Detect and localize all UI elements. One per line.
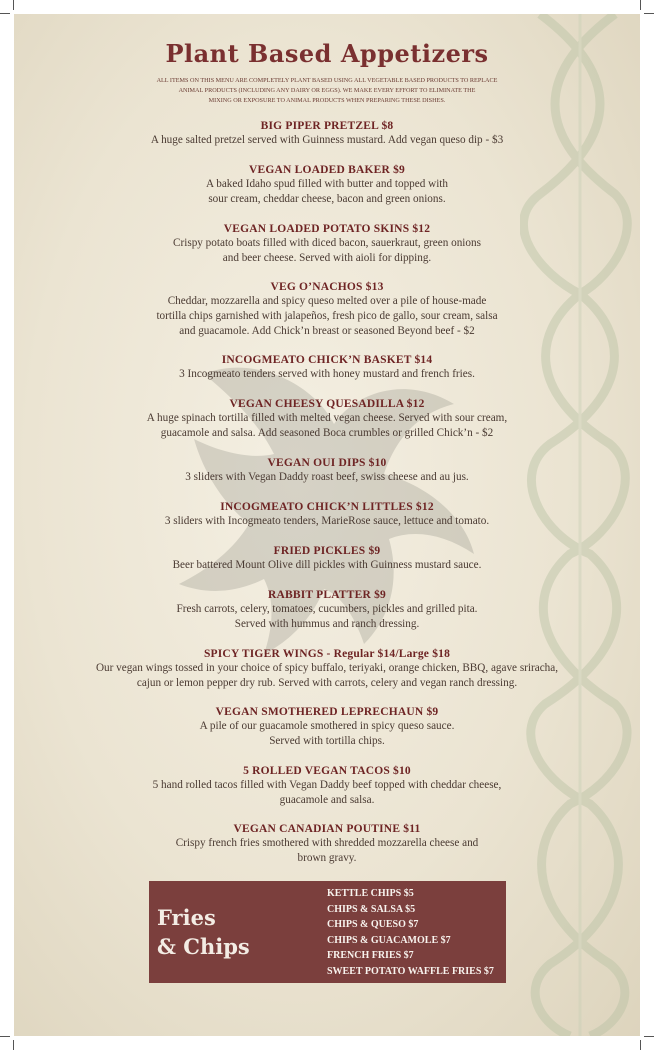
item-description: 3 sliders with Vegan Daddy roast beef, swiss cheese and au jus. xyxy=(185,471,469,483)
fries-list-item: CHIPS & GUACAMOLE $7 xyxy=(327,934,451,946)
item-name: 5 ROLLED VEGAN TACOS $10 xyxy=(243,765,411,777)
item-description: 3 Incogmeato tenders served with honey mustard and french fries. xyxy=(179,368,475,380)
menu-item xyxy=(54,500,600,529)
disclaimer-line: ALL ITEMS ON THIS MENU ARE COMPLETELY PLANT BASED USING ALL VEGETABLE BASED PRODUCTS TO REPLACE xyxy=(156,77,498,84)
menu-item xyxy=(54,353,600,382)
item-name: VEGAN CHEESY QUESADILLA $12 xyxy=(229,398,425,410)
fries-title-line: & Chips xyxy=(157,934,250,959)
item-description: 3 sliders with Incogmeato tenders, MarieRose sauce, lettuce and tomato. xyxy=(164,515,490,527)
fries-list-item: CHIPS & QUESO $7 xyxy=(327,919,419,930)
item-name: RABBIT PLATTER $9 xyxy=(267,589,386,601)
item-description: Fresh carrots, celery, tomatoes, cucumbers, pickles and grilled pita. xyxy=(176,603,478,615)
item-description: Beer battered Mount Olive dill pickles with Guinness mustard sauce. xyxy=(172,559,482,571)
item-name: VEGAN SMOTHERED LEPRECHAUN $9 xyxy=(215,706,439,718)
menu-item xyxy=(54,764,600,808)
item-name: VEGAN LOADED POTATO SKINS $12 xyxy=(223,223,431,235)
crop-mark xyxy=(13,1040,14,1050)
item-description: Crispy potato boats filled with diced bacon, sauerkraut, green onions xyxy=(173,237,481,249)
item-name: BIG PIPER PRETZEL $8 xyxy=(260,120,394,132)
menu-item xyxy=(54,456,600,485)
menu-item xyxy=(54,397,600,441)
crop-mark xyxy=(13,0,14,10)
menu-page xyxy=(14,14,640,1036)
item-description: tortilla chips garnished with jalapeños, fresh pico de gallo, sour cream, salsa xyxy=(156,310,498,322)
item-description: brown gravy. xyxy=(297,852,357,864)
menu-item xyxy=(54,280,600,339)
menu-item xyxy=(54,163,600,207)
item-description: Served with tortilla chips. xyxy=(269,735,385,747)
item-description: guacamole and salsa. xyxy=(279,794,375,806)
item-description: Our vegan wings tossed in your choice of spicy buffalo, teriyaki, orange chicken, BBQ, agave sriracha, xyxy=(95,662,559,674)
item-name: FRIED PICKLES $9 xyxy=(273,545,381,557)
crop-mark xyxy=(640,1040,641,1050)
menu-item xyxy=(24,647,630,691)
item-description: Cheddar, mozzarella and spicy queso melted over a pile of house-made xyxy=(167,295,487,307)
item-description: Served with hummus and ranch dressing. xyxy=(234,618,420,630)
item-description: A pile of our guacamole smothered in spicy queso sauce. xyxy=(199,720,455,732)
disclaimer-line: ANIMAL PRODUCTS (INCLUDING ANY DAIRY OR EGGS). WE MAKE EVERY EFFORT TO ELIMINATE THE xyxy=(178,87,476,94)
crop-mark xyxy=(0,13,10,14)
crop-mark xyxy=(644,1036,654,1037)
fries-list-item: SWEET POTATO WAFFLE FRIES $7 xyxy=(327,965,494,977)
menu-item xyxy=(54,588,600,632)
item-description: Crispy french fries smothered with shredded mozzarella cheese and xyxy=(175,837,479,849)
item-name: INCOGMEATO CHICK’N BASKET $14 xyxy=(221,354,433,366)
crop-mark xyxy=(640,0,641,10)
item-name: INCOGMEATO CHICK’N LITTLES $12 xyxy=(220,501,434,513)
item-name: VEGAN LOADED BAKER $9 xyxy=(249,164,405,176)
disclaimer-line: MIXING OR EXPOSURE TO ANIMAL PRODUCTS WHEN PREPARING THESE DISHES. xyxy=(208,97,446,104)
menu-item xyxy=(54,119,600,148)
item-name: VEGAN CANADIAN POUTINE $11 xyxy=(233,823,421,835)
menu-item xyxy=(54,705,600,749)
menu-item xyxy=(54,822,600,866)
disclaimer xyxy=(144,76,510,106)
fries-list-item: KETTLE CHIPS $5 xyxy=(327,888,414,899)
item-name: VEGAN OUI DIPS $10 xyxy=(267,457,387,469)
item-description: sour cream, cheddar cheese, bacon and green onions. xyxy=(208,193,446,205)
fries-list-item: FRENCH FRIES $7 xyxy=(327,950,414,961)
fries-chips-list xyxy=(327,886,507,979)
item-description: A huge salted pretzel served with Guinness mustard. Add vegan queso dip - $3 xyxy=(150,134,504,146)
fries-list-item: CHIPS & SALSA $5 xyxy=(327,903,416,915)
page-title: Plant Based Appetizers xyxy=(165,39,489,68)
fries-title-line: Fries xyxy=(157,905,216,930)
fries-chips-title xyxy=(157,903,307,961)
item-description: A huge spinach tortilla filled with melted vegan cheese. Served with sour cream, xyxy=(146,412,508,424)
item-description: and beer cheese. Served with aioli for dipping. xyxy=(222,252,432,264)
crop-mark xyxy=(644,13,654,14)
crop-mark xyxy=(0,1036,10,1037)
item-description: cajun or lemon pepper dry rub. Served with carrots, celery and vegan ranch dressing. xyxy=(136,677,518,689)
item-description: and guacamole. Add Chick’n breast or seasoned Beyond beef - $2 xyxy=(179,325,475,337)
item-name: VEG O’NACHOS $13 xyxy=(270,281,384,293)
item-name: SPICY TIGER WINGS - Regular $14/Large $18 xyxy=(203,648,451,660)
item-description: 5 hand rolled tacos filled with Vegan Daddy beef topped with cheddar cheese, xyxy=(152,779,502,791)
menu-item xyxy=(54,544,600,573)
item-description: A baked Idaho spud filled with butter and topped with xyxy=(205,178,449,190)
menu-item xyxy=(54,222,600,266)
item-description: guacamole and salsa. Add seasoned Boca crumbles or grilled Chick’n - $2 xyxy=(160,427,494,439)
fries-chips-panel xyxy=(149,881,506,983)
